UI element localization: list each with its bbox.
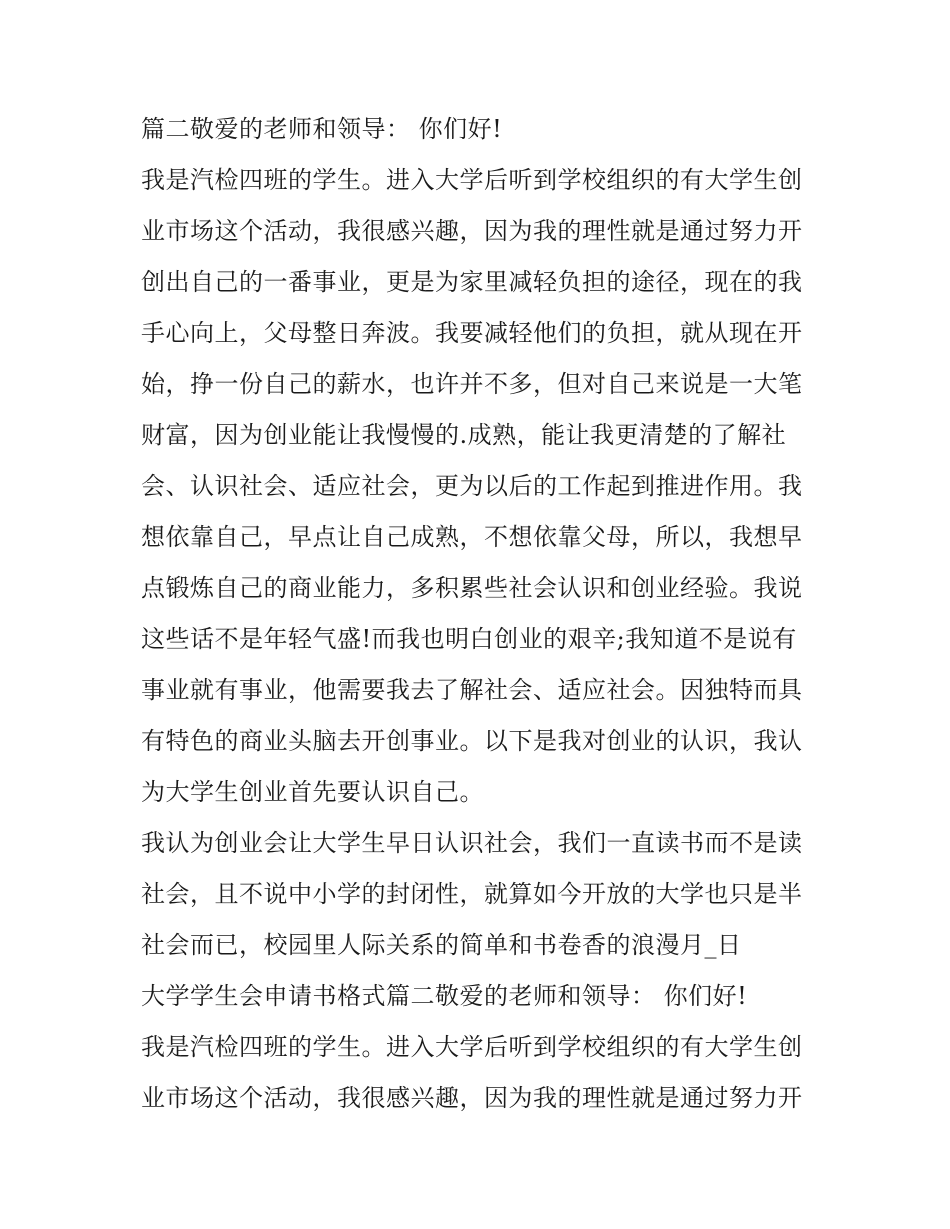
text-line: 财富，因为创业能让我慢慢的.成熟，能让我更清楚的了解社 bbox=[141, 421, 787, 449]
text-line: 我是汽检四班的学生。进入大学后听到学校组织的有大学生创 bbox=[141, 1033, 803, 1061]
text-line: 我是汽检四班的学生。进入大学后听到学校组织的有大学生创 bbox=[141, 166, 803, 194]
text-line: 想依靠自己，早点让自己成熟，不想依靠父母，所以，我想早 bbox=[141, 523, 803, 551]
text-line: 大学学生会申请书格式篇二敬爱的老师和领导： 你们好! bbox=[141, 982, 748, 1010]
text-line: 有特色的商业头脑去开创事业。以下是我对创业的认识，我认 bbox=[141, 727, 803, 755]
text-line: 这些话不是年轻气盛!而我也明白创业的艰辛;我知道不是说有 bbox=[141, 625, 797, 653]
text-line: 手心向上，父母整日奔波。我要减轻他们的负担，就从现在开 bbox=[141, 319, 803, 347]
text-line: 社会，且不说中小学的封闭性，就算如今开放的大学也只是半 bbox=[141, 880, 803, 908]
text-line: 创出自己的一番事业，更是为家里减轻负担的途径，现在的我 bbox=[141, 268, 803, 296]
text-line: 事业就有事业，他需要我去了解社会、适应社会。因独特而具 bbox=[141, 676, 803, 704]
text-line: 会、认识社会、适应社会，更为以后的工作起到推进作用。我 bbox=[141, 472, 803, 500]
text-line: 点锻炼自己的商业能力，多积累些社会认识和创业经验。我说 bbox=[141, 574, 803, 602]
text-line: 业市场这个活动，我很感兴趣，因为我的理性就是通过努力开 bbox=[141, 1084, 803, 1112]
text-line: 社会而已，校园里人际关系的简单和书卷香的浪漫月_日 bbox=[141, 931, 742, 959]
text-line: 业市场这个活动，我很感兴趣，因为我的理性就是通过努力开 bbox=[141, 217, 803, 245]
text-line: 为大学生创业首先要认识自己。 bbox=[141, 778, 484, 806]
text-line: 始，挣一份自己的薪水，也许并不多，但对自己来说是一大笔 bbox=[141, 370, 803, 398]
text-line: 篇二敬爱的老师和领导： 你们好! bbox=[141, 115, 503, 143]
text-line: 我认为创业会让大学生早日认识社会，我们一直读书而不是读 bbox=[141, 829, 803, 857]
